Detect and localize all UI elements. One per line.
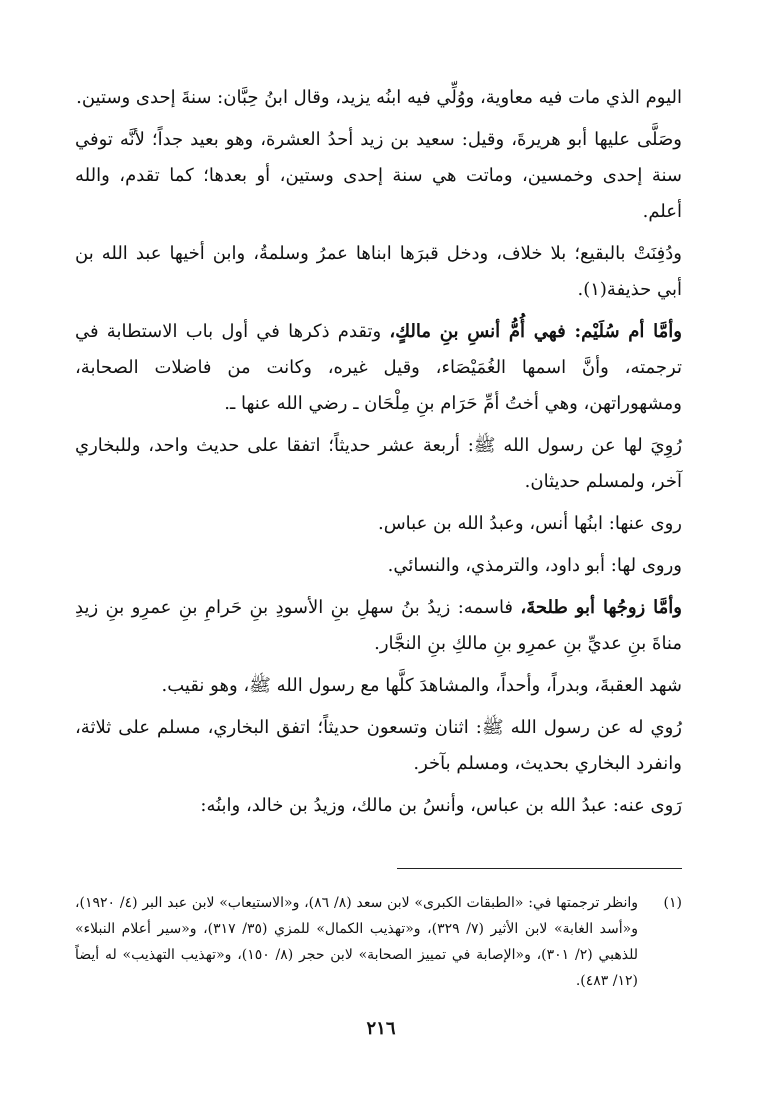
paragraph: شهد العقبةَ، وبدراً، وأحداً، والمشاهدَ كلَّها مع رسول الله ﷺ، وهو نقيب. <box>161 675 682 696</box>
footnote-text: وانظر ترجمتها في: «الطبقات الكبرى» لابن سعد (٨/ ٨٦)، و«الاستيعاب» لابن عبد البر (٤/ ١٩٢٠)، و«أسد الغابة» لابن الأثير (٧/ ٣٢٩)، و«تهذيب الكمال» للمزي (٣٥/ ٣١٧)، و«سير أعلام النبلاء» للذهبي (٢/ ٣٠١)، و«الإصابة في تمييز الصحابة» لابن حجر (٨/ ١٥٠)، و«تهذيب التهذيب» له أيضاً (١٢/ ٤٨٣). <box>75 895 638 989</box>
paragraph: وصَلَّى عليها أبو هريرةَ، وقيل: سعيد بن زيد أحدُ العشرة، وهو بعيد جداً؛ لأنَّه توفي سنة إحدى وخمسين، وماتت هي سنة إحدى وستين، أو بعدها؛ كما تقدم، والله أعلم. <box>75 129 682 222</box>
footnote <box>75 890 682 994</box>
paragraph: اليوم الذي مات فيه معاوية، ووُلِّي فيه ابنُه يزيد، وقال ابنُ حِبَّان: سنةَ إحدى وستين. <box>76 87 682 108</box>
paragraph: وأمَّا زوجُها أبو طلحةَ، فاسمه: زيدُ بنُ سهلِ بنِ الأسودِ بنِ حَرامِ بنِ عمرِو بنِ زيدِ مناةَ بنِ عديِّ بنِ عمرِو بنِ مالكِ بنِ النجَّار. <box>75 597 682 654</box>
section-lead: وأمَّا أم سُلَيْم: فهي أُمُّ أنسِ بنِ مالكٍ، <box>389 321 682 342</box>
paragraph: رُوي له عن رسول الله ﷺ: اثنان وتسعون حديثاً؛ اتفق البخاري، مسلم على ثلاثة، وانفرد البخاري بحديث، ومسلم بآخر. <box>75 717 682 774</box>
paragraph: رُوِيَ لها عن رسول الله ﷺ: أربعة عشر حديثاً؛ اتفقا على حديث واحد، وللبخاري آخر، ولمسلم حديثان. <box>75 435 682 492</box>
main-text <box>75 80 682 824</box>
page-number: ٢١٦ <box>366 1018 396 1039</box>
paragraph: رَوى عنه: عبدُ الله بن عباس، وأنسُ بن مالك، وزيدُ بن خالد، وابنُه: <box>200 795 682 816</box>
paragraph: ودُفِنَتْ بالبقيع؛ بلا خلاف، ودخل قبرَها ابناها عمرُ وسلمةُ، وابن أخيها عبد الله بن أبي حذيفة(١). <box>75 243 682 300</box>
footnote-divider <box>397 868 682 869</box>
paragraph: روى عنها: ابنُها أنس، وعبدُ الله بن عباس. <box>377 513 682 534</box>
footnote-number: (١) <box>663 895 682 911</box>
paragraph: وروى لها: أبو داود، والترمذي، والنسائي. <box>387 555 682 576</box>
section-lead: وأمَّا زوجُها أبو طلحةَ، <box>520 597 682 618</box>
paragraph: وأمَّا أم سُلَيْم: فهي أُمُّ أنسِ بنِ مالكٍ، وتقدم ذكرها في أول باب الاستطابة في ترجمته، وأنَّ اسمها الغُمَيْصَاء، وقيل غيره، وكانت من فاضلات الصحابة، ومشهوراتهن، وهي أختُ أمِّ حَرَام بنِ مِلْحَان ـ رضي الله عنها ـ. <box>75 321 682 414</box>
